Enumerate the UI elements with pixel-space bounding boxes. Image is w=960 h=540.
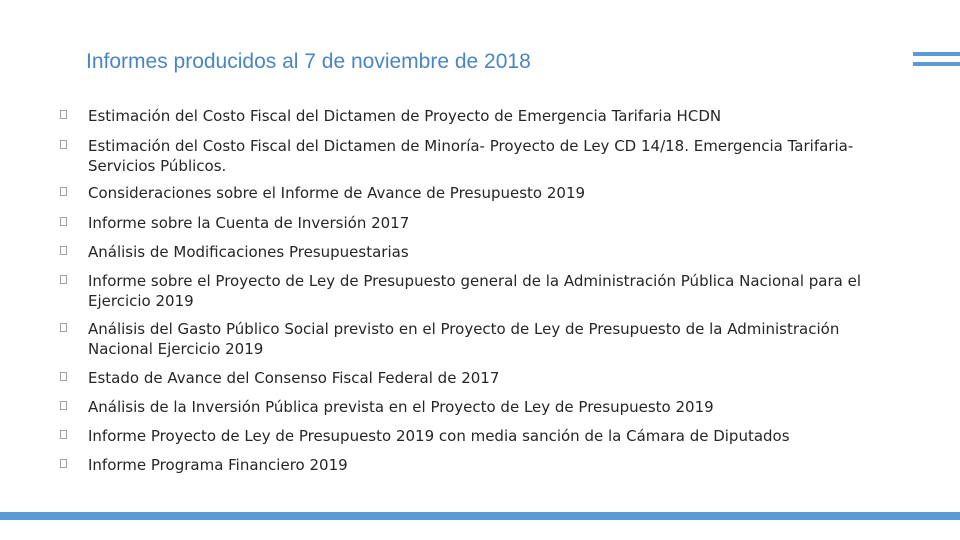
checkbox-bullet-icon xyxy=(60,110,67,119)
list-item-text: Informe Programa Financiero 2019 xyxy=(88,456,348,474)
checkbox-bullet-icon xyxy=(60,275,67,284)
list-item-text: Informe Proyecto de Ley de Presupuesto 2019 con media sanción de la Cámara de Diputados xyxy=(88,427,790,445)
list-item-text: Análisis de la Inversión Pública prevista en el Proyecto de Ley de Presupuesto 2019 xyxy=(88,398,714,416)
checkbox-bullet-icon xyxy=(60,430,67,439)
list-item-text: Consideraciones sobre el Informe de Avance de Presupuesto 2019 xyxy=(88,184,586,202)
list-item-text: Análisis del Gasto Público Social previsto en el Proyecto de Ley de Presupuesto de la Administración Nacional Ejercicio 2019 xyxy=(88,320,840,358)
bottom-accent-bar xyxy=(0,512,960,520)
list-item-text: Informe sobre el Proyecto de Ley de Presupuesto general de la Administración Pública Nacional para el Ejercicio 2019 xyxy=(88,272,862,310)
list-item-text: Estado de Avance del Consenso Fiscal Federal de 2017 xyxy=(88,369,500,387)
list-item-text: Estimación del Costo Fiscal del Dictamen de Minoría- Proyecto de Ley CD 14/18. Emergencia Tarifaria- Servicios Públicos. xyxy=(88,137,854,175)
decorative-line xyxy=(913,62,960,66)
checkbox-bullet-icon xyxy=(60,323,67,332)
list-item-text: Análisis de Modificaciones Presupuestarias xyxy=(88,243,409,261)
checkbox-bullet-icon xyxy=(60,187,67,196)
checkbox-bullet-icon xyxy=(60,401,67,410)
list-item-text: Estimación del Costo Fiscal del Dictamen de Proyecto de Emergencia Tarifaria HCDN xyxy=(88,107,722,125)
checkbox-bullet-icon xyxy=(60,217,67,226)
slide-title: Informes producidos al 7 de noviembre de 2018 xyxy=(86,50,531,73)
list-item-text: Informe sobre la Cuenta de Inversión 2017 xyxy=(88,214,410,232)
decorative-lines xyxy=(913,52,960,72)
checkbox-bullet-icon xyxy=(60,140,67,149)
checkbox-bullet-icon xyxy=(60,372,67,381)
checkbox-bullet-icon xyxy=(60,459,67,468)
checkbox-bullet-icon xyxy=(60,246,67,255)
decorative-line xyxy=(913,52,960,56)
